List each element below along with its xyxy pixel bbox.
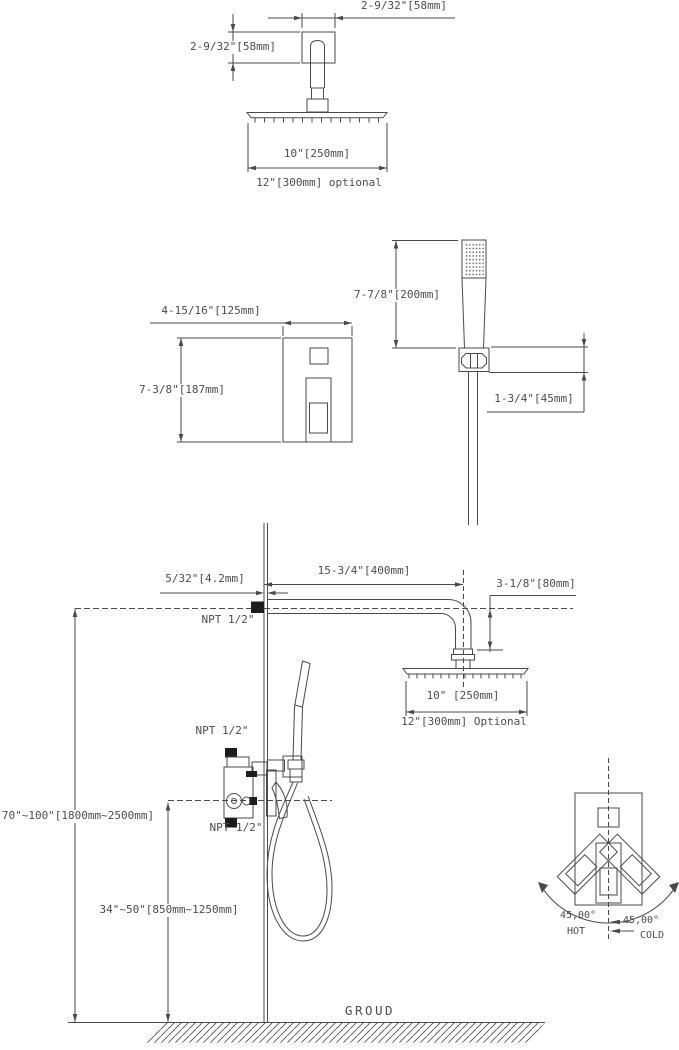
- valve-box-diagram: [150, 321, 352, 442]
- installation-diagram: [68, 523, 576, 1043]
- dim-flange-width-label: 2-9/32"[58mm]: [360, 0, 448, 12]
- hot-angle-label: 45,00°: [559, 910, 597, 921]
- dim-valvebox-height-label: 7-3/8"[187mm]: [128, 384, 236, 397]
- valve-trim-box: [283, 338, 352, 442]
- wall-shower-head: [403, 669, 528, 675]
- hanging-hose: [267, 782, 332, 941]
- hot-label: HOT: [566, 926, 586, 937]
- dim-valvebox-width-label: 4-15/16"[125mm]: [161, 304, 261, 317]
- ground: [68, 1023, 545, 1043]
- valve-top-npt: [225, 748, 237, 758]
- diverter-button: [310, 348, 328, 364]
- dim-head-width-label: 10"[250mm]: [283, 147, 351, 160]
- dim-valve-height-label: 34"~50"[850mm~1250mm]: [91, 904, 247, 917]
- ground-hatch: [146, 1023, 545, 1043]
- dim-head-optional-label: 12"[300mm] optional: [256, 176, 382, 189]
- valve-bottom-npt-label: NPT 1/2": [209, 821, 263, 834]
- ceiling-shower-head: [247, 113, 387, 118]
- dim-wand-length-label: 7-7/8"[200mm]: [344, 289, 450, 302]
- wall-head-nozzles: [409, 674, 521, 679]
- spray-face: [466, 244, 485, 276]
- dim-arm-length-label: 15-3/4"[400mm]: [317, 564, 411, 577]
- dim-flange-height-label: 2-9/32"[58mm]: [181, 41, 285, 54]
- arm-npt-label: NPT 1/2": [201, 613, 255, 626]
- arm-npt-connection: [251, 602, 264, 614]
- ceiling-flange: [302, 32, 335, 63]
- cold-label: COLD: [639, 930, 665, 941]
- ceiling-arm: [311, 41, 325, 89]
- dim-holder-label: 1-3/4"[45mm]: [494, 392, 574, 405]
- dim-head-drop-label: 3-1/8"[80mm]: [496, 577, 576, 590]
- dim-head-height-label: 70"~100"[1800mm~2500mm]: [1, 809, 155, 822]
- shower-head-nozzles: [255, 118, 379, 123]
- hose-outlet-holder: [283, 756, 302, 777]
- dim-wall-head-width-label: 10" [250mm]: [426, 689, 500, 702]
- valve-top-npt-label: NPT 1/2": [195, 724, 249, 737]
- ground-label: GROUD: [344, 1003, 396, 1018]
- dim-wall-thickness-label: 5/32"[4.2mm]: [165, 572, 245, 585]
- cold-angle-label: 45,00°: [622, 915, 660, 926]
- dim-wall-head-optional-label: 12"[300mm] Optional: [401, 715, 527, 728]
- mounted-wand: [293, 661, 310, 760]
- valve-handle: [310, 403, 328, 433]
- shower-arm: [268, 600, 475, 669]
- hand-shower-diagram: [392, 240, 588, 525]
